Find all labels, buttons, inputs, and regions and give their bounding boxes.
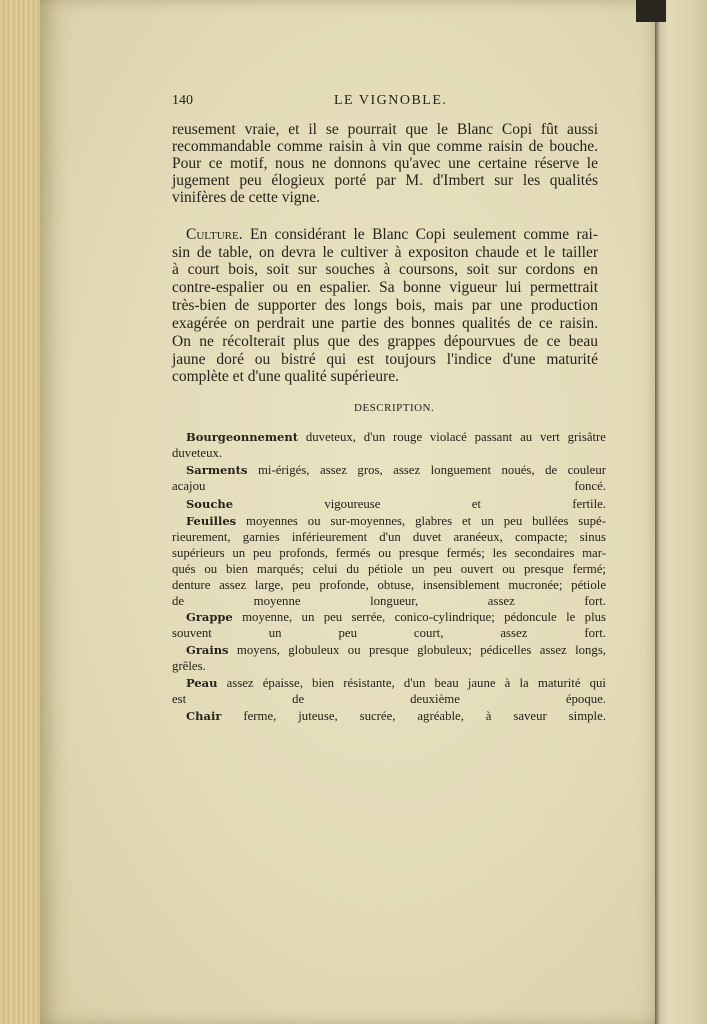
description-entry [186,676,606,690]
page-stack-right [655,0,707,1024]
page-number: 140 [172,93,193,108]
description-line: qués ou bien marqués; celui du pétiole un peu ouvert ou presque fermé; [172,562,606,576]
description-entry [186,497,606,511]
description-line: est de deuxième époque. [172,692,606,706]
entry-term: Souche [186,497,234,511]
paragraph-text: En considérant le Blanc Copi seulement comme rai- [250,226,599,243]
entry-term: Feuilles [186,514,237,528]
paragraph-line: jaune doré ou bistré qui est toujours l'indice d'une maturité [172,351,598,368]
paragraph-line: jugement peu élogieux porté par M. d'Imbert sur les qualités [172,172,598,189]
description-line: souvent un peu court, assez fort. [172,626,606,640]
description-line: acajou foncé. [172,479,606,493]
entry-term: Grappe [186,610,233,624]
paragraph-line: sin de table, on devra le cultiver à expositon chaude et le tailler [172,244,598,261]
description-line: grêles. [172,659,206,673]
description-line: de moyenne longueur, assez fort. [172,594,606,608]
entry-term: Sarments [186,463,248,477]
entry-text: assez épaisse, bien résistante, d'un beau jaune à la maturité qui [226,676,606,690]
entry-text: vigoureuse et fertile. [324,497,606,511]
paragraph-line: très-bien de supporter des longs bois, mais par une production [172,297,598,314]
paragraph-line: reusement vraie, et il se pourrait que le Blanc Copi fût aussi [172,121,598,138]
entry-term: Grains [186,643,229,657]
paragraph-line: On ne récolterait plus que des grappes dépourvues de ce beau [172,333,598,350]
description-entry [186,514,606,528]
description-entry [186,430,606,444]
description-line: supérieurs un peu profonds, fermés ou presque fermés; les secondaires mar- [172,546,606,560]
paragraph-line: vinifères de cette vigne. [172,189,321,206]
description-entry [186,463,606,477]
entry-text: moyennes ou sur-moyennes, glabres et un peu bullées supé- [246,514,606,528]
description-line: duveteux. [172,446,223,460]
description-entry [186,643,606,657]
description-line: rieurement, garnies inférieurement d'un duvet aranéeux, compacte; sinus [172,530,606,544]
paragraph-line: à court bois, soit sur souches à coursons, soit sur cordons en [172,261,598,278]
entry-text: moyenne, un peu serrée, conico-cylindrique; pédoncule le plus [242,610,606,624]
paragraph-line: complète et d'une qualité supérieure. [172,368,400,385]
entry-term: Chair [186,709,222,723]
entry-text: moyens, globuleux ou presque globuleux; pédicelles assez longs, [236,643,606,657]
culture-label: Culture. [186,226,243,243]
binding-gap [636,0,666,22]
entry-text: ferme, juteuse, sucrée, agréable, à saveur simple. [243,709,606,723]
entry-term: Bourgeonnement [186,430,299,444]
description-entry [186,709,606,723]
entry-term: Peau [186,676,218,690]
entry-text: duveteux, d'un rouge violacé passant au vert grisâtre [305,430,606,444]
paragraph-line: exagérée on perdrait une partie des bonnes qualités de ce raisin. [172,315,598,332]
running-title: LE VIGNOBLE. [334,93,448,108]
paragraph-line [186,227,598,243]
description-entry [186,610,606,624]
paragraph-line: recommandable comme raisin à vin que comme raisin de bouche. [172,138,598,155]
description-line: denture assez large, peu profonde, obtuse, insensiblement mucronée; pétiole [172,578,606,592]
paragraph-line: Pour ce motif, nous ne donnons qu'avec une certaine réserve le [172,155,598,172]
entry-text: mi-érigés, assez gros, assez longuement noués, de couleur [257,463,606,477]
paragraph-line: contre-espalier ou en espalier. Sa bonne vigueur lui permettrait [172,279,598,296]
section-heading: DESCRIPTION. [354,402,435,414]
